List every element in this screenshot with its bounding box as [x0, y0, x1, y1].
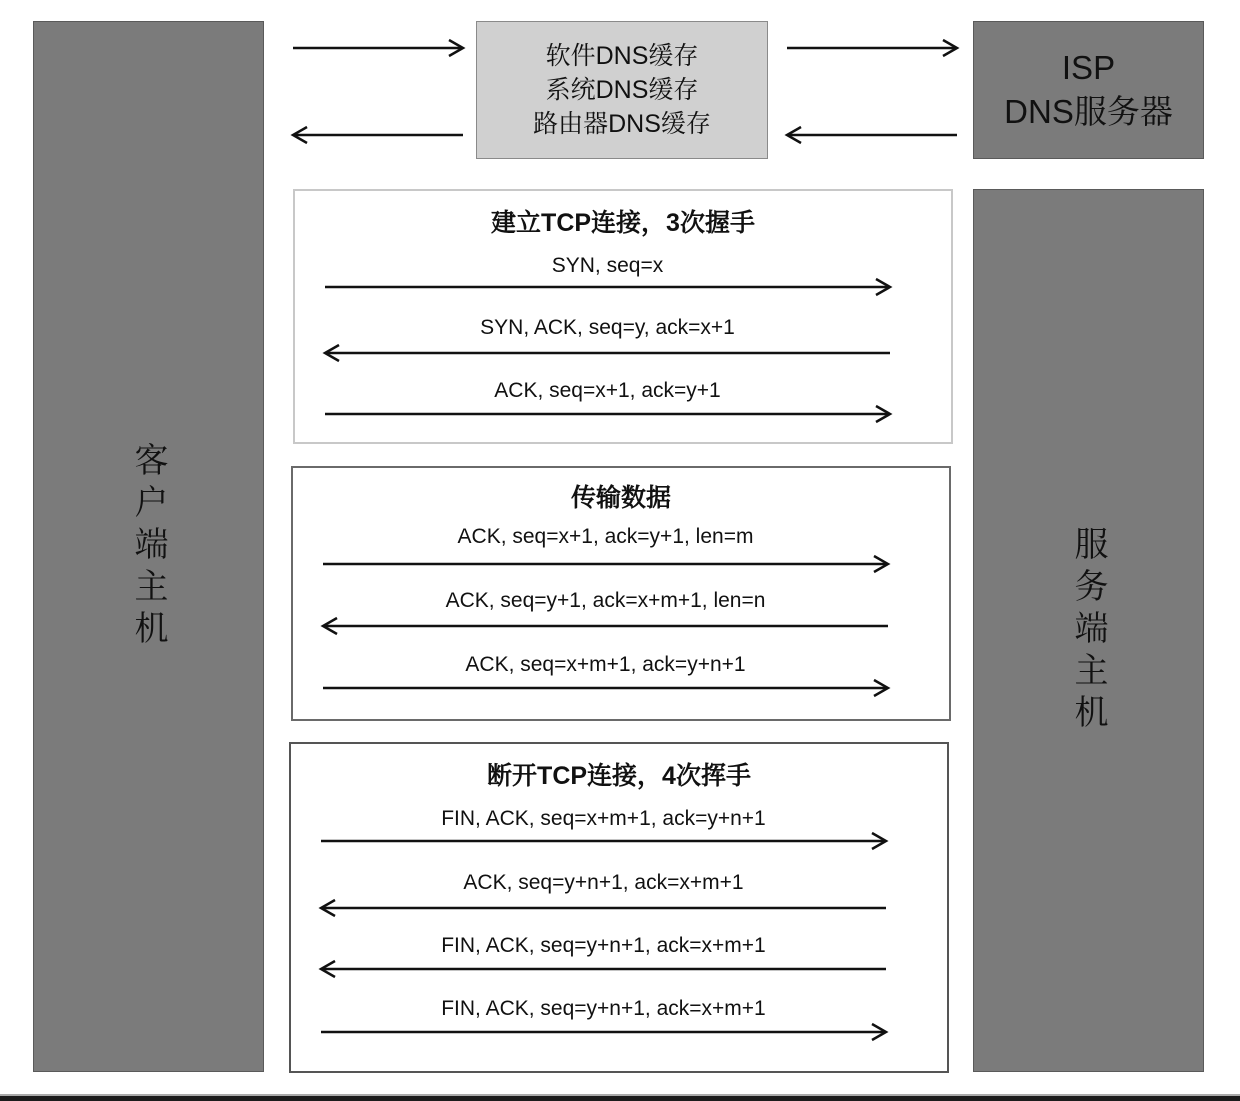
message-label: ACK, seq=x+1, ack=y+1, len=m	[457, 525, 754, 548]
message-label: FIN, ACK, seq=y+n+1, ack=x+m+1	[441, 934, 766, 957]
section-title: 传输数据	[570, 484, 671, 512]
message-arrow-right	[325, 279, 890, 295]
message-arrow-right	[325, 406, 890, 422]
message-arrow-left	[321, 900, 886, 916]
dns-cache-line: 路由器DNS缓存	[533, 110, 711, 138]
message-label: FIN, ACK, seq=x+m+1, ack=y+n+1	[441, 807, 766, 830]
message-label: ACK, seq=y+n+1, ack=x+m+1	[463, 871, 744, 894]
dns-response-arrow	[293, 127, 463, 143]
message-arrow-right	[321, 833, 886, 849]
server-host-label: 服务端主机	[1069, 525, 1107, 736]
isp-dns-line: DNS服务器	[1004, 93, 1173, 130]
dns-cache-line: 系统DNS缓存	[545, 76, 699, 104]
message-arrow-right	[323, 556, 888, 572]
dns-request-arrow	[293, 40, 463, 56]
client-host-label: 客户端主机	[129, 441, 167, 652]
message-label: ACK, seq=x+m+1, ack=y+n+1	[465, 653, 746, 676]
message-label: ACK, seq=x+1, ack=y+1	[494, 379, 721, 402]
isp-dns-line: ISP	[1061, 49, 1116, 86]
message-label: SYN, ACK, seq=y, ack=x+1	[480, 316, 735, 339]
message-label: FIN, ACK, seq=y+n+1, ack=x+m+1	[441, 997, 766, 1020]
message-arrow-right	[321, 1024, 886, 1040]
dns-cache-line: 软件DNS缓存	[545, 42, 699, 70]
message-arrow-left	[325, 345, 890, 361]
section-title: 断开TCP连接，4次挥手	[487, 762, 751, 790]
message-arrow-right	[323, 680, 888, 696]
message-arrow-left	[321, 961, 886, 977]
section-title: 建立TCP连接，3次握手	[491, 209, 755, 237]
isp-response-arrow	[787, 127, 957, 143]
message-label: ACK, seq=y+1, ack=x+m+1, len=n	[445, 589, 766, 612]
message-arrow-left	[323, 618, 888, 634]
message-label: SYN, seq=x	[551, 254, 664, 277]
isp-request-arrow	[787, 40, 957, 56]
bottom-divider	[0, 1094, 1240, 1101]
